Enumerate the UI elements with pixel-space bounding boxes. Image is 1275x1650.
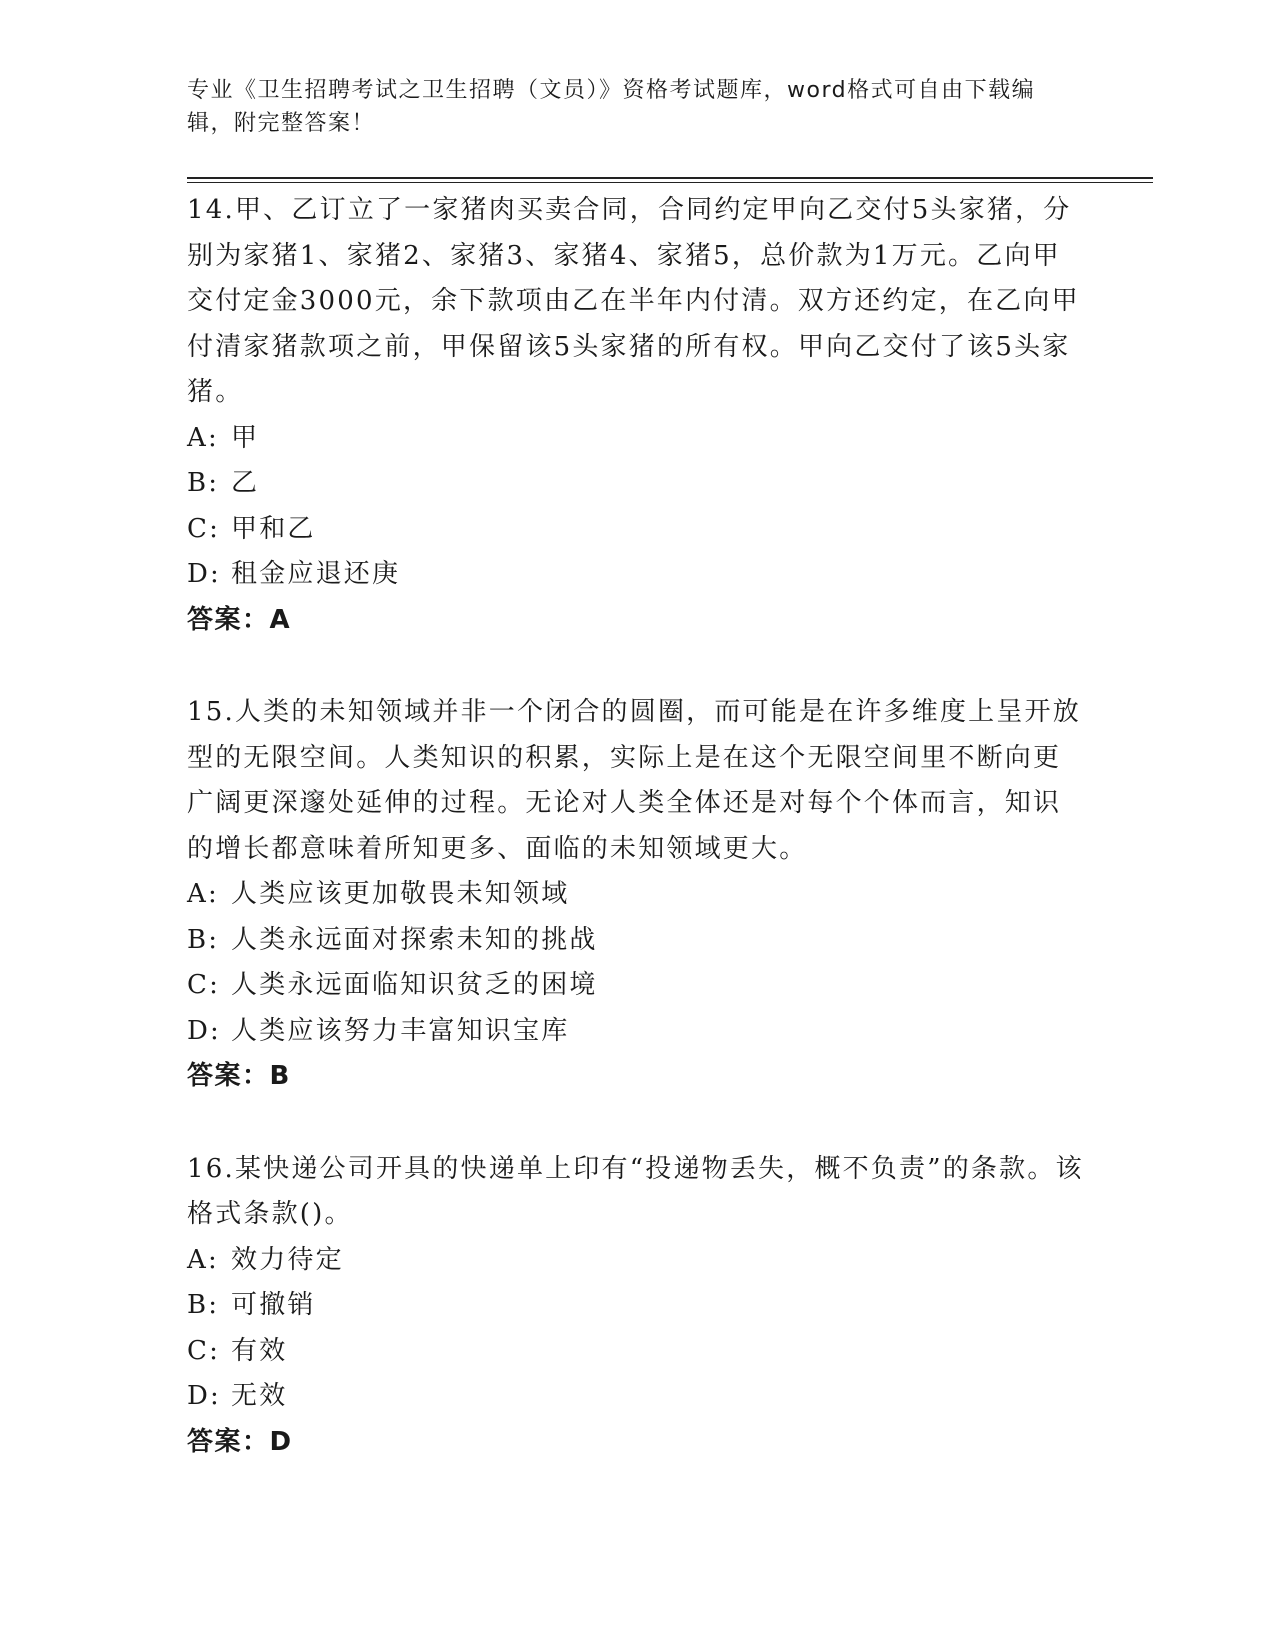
- option-c: [187, 963, 1087, 1009]
- option-letter: A:: [187, 422, 219, 453]
- option-text: 甲和乙: [231, 513, 316, 544]
- option-a: [187, 416, 1087, 462]
- option-letter: C:: [187, 513, 221, 544]
- option-c: [187, 1329, 1087, 1375]
- option-b: [187, 918, 1087, 964]
- question-stem: 16.某快递公司开具的快递单上印有“投递物丢失，概不负责”的条款。该格式条款()。: [187, 1153, 1084, 1229]
- option-text: 人类应该努力丰富知识宝库: [231, 1015, 570, 1046]
- question-list: [187, 188, 1087, 1512]
- option-a: [187, 872, 1087, 918]
- option-text: 乙: [231, 468, 260, 498]
- option-b: [187, 1283, 1087, 1329]
- option-letter: A:: [187, 1244, 219, 1275]
- option-text: 效力待定: [231, 1244, 344, 1275]
- option-text: 人类应该更加敬畏未知领域: [231, 879, 570, 909]
- option-text: 人类永远面临知识贫乏的困境: [231, 970, 598, 1000]
- option-d: [187, 1009, 1087, 1055]
- option-d: [187, 552, 1087, 598]
- header-divider-thin: [187, 182, 1153, 183]
- option-letter: B:: [187, 924, 220, 955]
- option-text: 无效: [231, 1381, 288, 1411]
- option-letter: D:: [187, 1015, 222, 1046]
- question-14: [187, 188, 1087, 643]
- option-text: 租金应退还庚: [231, 559, 401, 589]
- option-b: [187, 461, 1087, 507]
- option-letter: B:: [187, 1290, 220, 1320]
- option-letter: A:: [187, 879, 219, 909]
- answer-label: 答案：B: [187, 1061, 291, 1091]
- option-c: [187, 507, 1087, 553]
- question-stem: 14.甲、乙订立了一家猪肉买卖合同，合同约定甲向乙交付5头家猪，分别为家猪1、家猪2、家猪3、家猪4、家猪5，总价款为1万元。乙向甲交付定金3000元，余下款项由乙在半年内付清。双方还约定，在乙向甲付清家猪款项之前，甲保留该5头家猪的所有权。甲向乙交付了该5头家猪。: [187, 195, 1080, 407]
- option-a: [187, 1238, 1087, 1284]
- option-d: [187, 1374, 1087, 1420]
- option-text: 可撤销: [231, 1290, 316, 1320]
- option-text: 甲: [231, 422, 260, 453]
- question-stem: 15.人类的未知领域并非一个闭合的圆圈，而可能是在许多维度上呈开放型的无限空间。人类知识的积累，实际上是在这个无限空间里不断向更广阔更深邃处延伸的过程。无论对人类全体还是对每个个体而言，知识的增长都意味着所知更多、面临的未知领域更大。: [187, 697, 1081, 864]
- answer-label: 答案：A: [187, 604, 292, 635]
- answer-label: 答案：D: [187, 1426, 293, 1457]
- header-divider-thick: [187, 177, 1153, 179]
- option-letter: C:: [187, 1335, 221, 1366]
- option-letter: B:: [187, 468, 220, 498]
- question-15: [187, 690, 1087, 1100]
- page-header: 专业《卫生招聘考试之卫生招聘（文员）》资格考试题库，word格式可自由下载编辑，附完整答案！: [187, 78, 1036, 136]
- option-text: 人类永远面对探索未知的挑战: [231, 924, 598, 955]
- option-letter: C:: [187, 970, 221, 1000]
- question-16: [187, 1147, 1087, 1466]
- option-letter: D:: [187, 559, 222, 589]
- option-text: 有效: [231, 1335, 288, 1366]
- option-letter: D:: [187, 1381, 222, 1411]
